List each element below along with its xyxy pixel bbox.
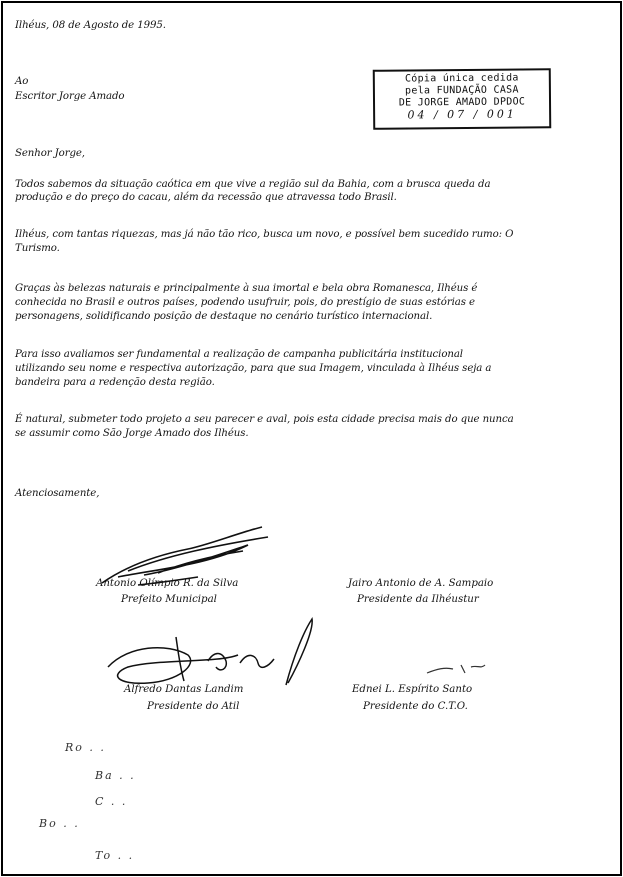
paragraph-3-line-2: conhecida no Brasil e outros países, podendo usufruir, pois, do prestígio de suas estórias e — [15, 297, 475, 308]
salutation: Senhor Jorge, — [15, 148, 85, 159]
signatory-4-name: Ednei L. Espírito Santo — [352, 684, 473, 695]
paragraph-3-line-3: personagens, solidificando posição de destaque no cenário turístico internacional. — [15, 311, 433, 322]
recipient-line-2: Escritor Jorge Amado — [15, 91, 125, 102]
signatory-2-name: Jairo Antonio de A. Sampaio — [348, 578, 494, 589]
letter-page — [1, 1, 622, 876]
paragraph-4-line-3: bandeira para a redenção desta região. — [15, 377, 215, 388]
signatory-1-name: Antonio Olímpio R. da Silva — [96, 578, 239, 589]
paragraph-1-line-1: Todos sabemos da situação caótica em que vive a região sul da Bahia, com a brusca queda da — [15, 179, 491, 190]
paragraph-1-line-2: produção e do preço do cacau, além da recessão que atravessa todo Brasil. — [15, 192, 397, 203]
paragraph-2-line-1: Ilhéus, com tantas riquezas, mas já não tão rico, busca um novo, e possível bem sucedido rumo: O — [15, 229, 514, 240]
signature-mark-cto — [423, 659, 493, 679]
signatory-3-name: Alfredo Dantas Landim — [124, 684, 244, 695]
paragraph-4-line-1: Para isso avaliamos ser fundamental a realização de campanha publicitária institucional — [15, 349, 463, 360]
handwritten-note-2: Ba . . — [95, 769, 136, 782]
handwritten-note-4: Bo . . — [39, 817, 80, 830]
paragraph-2-line-2: Turismo. — [15, 243, 60, 254]
paragraph-4-line-2: utilizando seu nome e respectiva autorização, para que sua Imagem, vinculada à Ilhéus seja a — [15, 363, 492, 374]
signatory-4-title: Presidente do C.T.O. — [363, 701, 468, 712]
paragraph-3-line-1: Graças às belezas naturais e principalmente à sua imortal e bela obra Romanesca, Ilhéus é — [15, 283, 478, 294]
stamp-date: 04 / 07 / 001 — [407, 107, 517, 122]
handwritten-note-3: C . . — [95, 795, 128, 808]
signatory-2-title: Presidente da Ilhéustur — [357, 594, 479, 605]
signatory-1-title: Prefeito Municipal — [121, 594, 217, 605]
signatory-3-title: Presidente do Atil — [147, 701, 240, 712]
dateline: Ilhéus, 08 de Agosto de 1995. — [15, 20, 166, 31]
paragraph-5-line-2: se assumir como São Jorge Amado dos Ilhéus. — [15, 428, 249, 439]
recipient-line-1: Ao — [15, 76, 29, 87]
archive-stamp — [373, 68, 552, 130]
closing: Atenciosamente, — [15, 488, 100, 499]
paragraph-5-line-1: É natural, submeter todo projeto a seu parecer e aval, pois esta cidade precisa mais do que nunca — [15, 414, 514, 425]
stamp-line-1: Cópia única cedida — [404, 72, 519, 85]
handwritten-note-5: To . . — [95, 849, 135, 862]
handwritten-note-1: Ro . . — [65, 741, 106, 754]
stamp-line-2: pela FUNDAÇÃO CASA — [404, 84, 519, 97]
stamp-line-3: DE JORGE AMADO DPDOC — [398, 96, 526, 109]
